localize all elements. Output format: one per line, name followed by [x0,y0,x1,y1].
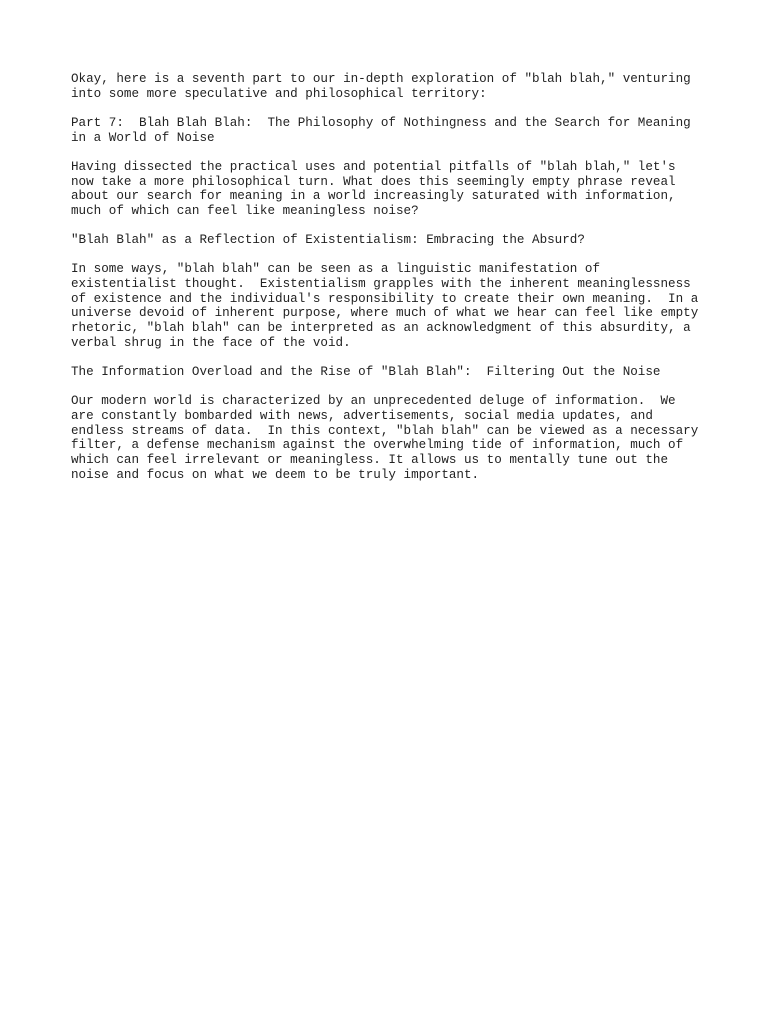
section-heading-1: "Blah Blah" as a Reflection of Existentialism: Embracing the Absurd? [71,233,585,248]
body-paragraph-3: Our modern world is characterized by an unprecedented deluge of information. We are constantly bombarded with news, advertisements, social media updates, and endless streams of data. In this context, "blah blah" can be viewed as a necessary filter, a defense mechanism against the overwhelming tide of information, much of which can feel irrelevant or meaningless. It allows us to mentally tune out the noise and focus on what we deem to be truly important. [71,394,699,482]
body-paragraph-1: Having dissected the practical uses and potential pitfalls of "blah blah," let's now take a more philosophical turn. What does this seemingly empty phrase reveal about our search for meaning in a world increasingly saturated with information, much of which can feel like meaningless noise? [71,159,676,218]
body-paragraph-2: In some ways, "blah blah" can be seen as a linguistic manifestation of existentialist thought. Existentialism grapples with the inherent meaninglessness of existence and the individual's responsibility to create their own meaning. In a universe devoid of inherent purpose, where much of what we hear can feel like empty rhetoric, "blah blah" can be interpreted as an acknowledgment of this absurdity, a verbal shrug in the face of the void. [71,262,699,350]
part-title: Part 7: Blah Blah Blah: The Philosophy of Nothingness and the Search for Meaning in a World of Noise [71,115,691,145]
document-page [71,72,711,497]
section-heading-2: The Information Overload and the Rise of "Blah Blah": Filtering Out the Noise [71,365,661,380]
intro-paragraph: Okay, here is a seventh part to our in-depth exploration of "blah blah," venturing into some more speculative and philosophical territory: [71,72,691,101]
